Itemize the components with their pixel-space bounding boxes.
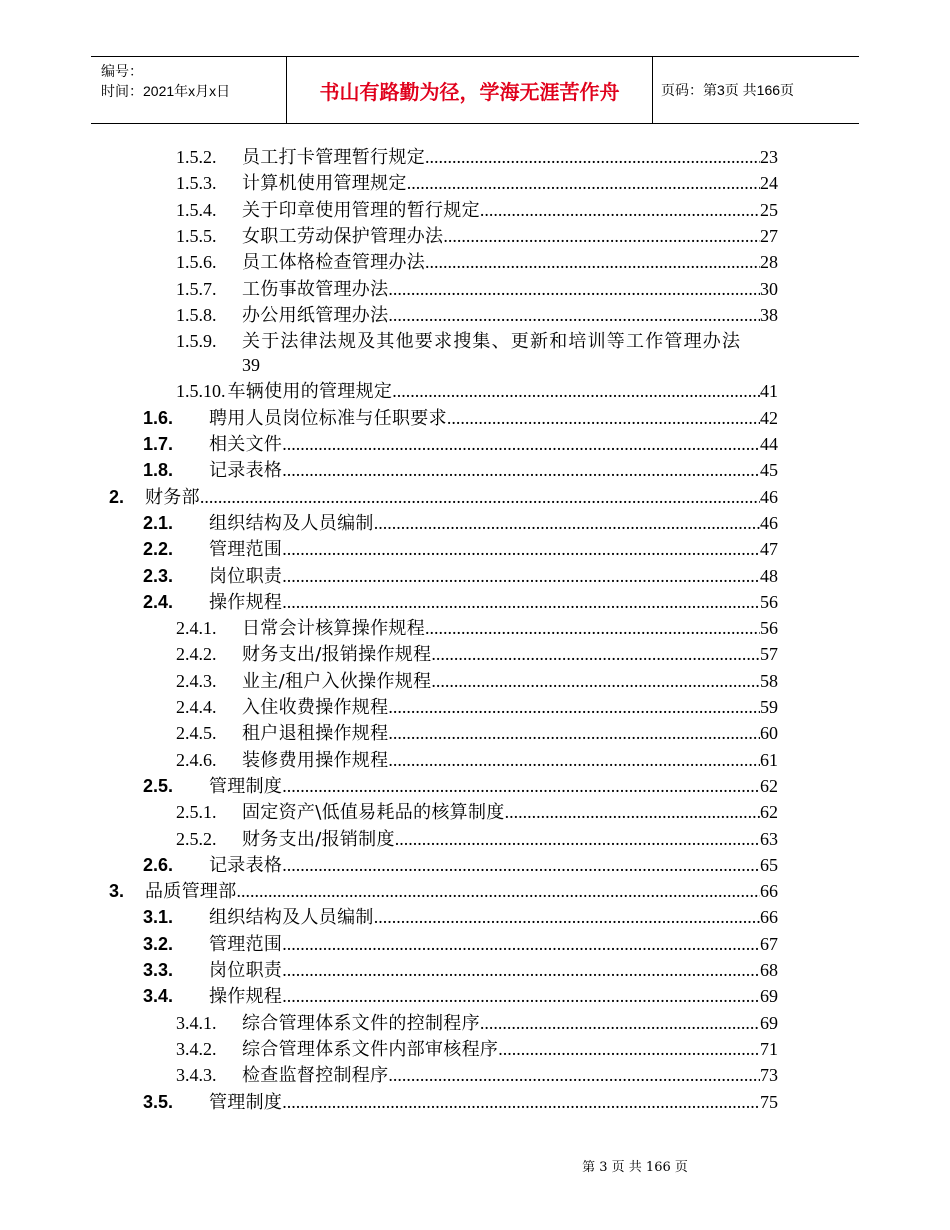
toc-entry-page: 30 xyxy=(760,278,778,299)
toc-entry[interactable] xyxy=(143,510,778,536)
toc-entry-page: 38 xyxy=(760,304,778,325)
toc-entry[interactable] xyxy=(143,931,778,957)
toc-entry-title: 业主/租户入伙操作规程 xyxy=(242,670,432,692)
toc-entry-number: 3.4.2. xyxy=(176,1038,217,1059)
toc-entry-number: 2.4. xyxy=(143,591,174,612)
toc-entry-title: 财务支出/报销制度 xyxy=(242,828,395,850)
toc-entry-title: 入住收费操作规程 xyxy=(242,697,389,718)
toc-entry-title: 综合管理体系文件的控制程序 xyxy=(242,1012,480,1034)
toc-entry[interactable] xyxy=(176,197,778,223)
toc-entry-title: 女职工劳动保护管理办法 xyxy=(242,225,444,247)
toc-entry-number: 2.4.5. xyxy=(176,723,217,744)
toc-entry[interactable] xyxy=(176,328,778,354)
toc-leader-dots xyxy=(282,457,760,483)
header-time-label: 时间：2021年x月x日 xyxy=(101,83,231,99)
toc-entry[interactable] xyxy=(176,249,778,275)
toc-entry[interactable] xyxy=(176,694,778,720)
toc-entry-page: 66 xyxy=(760,881,778,902)
toc-entry-page: 41 xyxy=(760,381,778,402)
toc-leader-dots xyxy=(388,276,760,302)
toc-leader-dots xyxy=(282,1089,760,1115)
toc-entry[interactable] xyxy=(176,720,778,746)
toc-entry-number: 3.4. xyxy=(143,986,174,1007)
toc-entry-page: 42 xyxy=(760,407,778,428)
toc-leader-dots xyxy=(374,904,760,930)
toc-entry-title: 岗位职责 xyxy=(209,960,283,981)
toc-leader-dots xyxy=(388,720,760,746)
toc-entry-page: 47 xyxy=(760,539,778,560)
toc-entry-title: 日常会计核算操作规程 xyxy=(242,618,425,640)
toc-leader-dots xyxy=(392,378,760,404)
toc-entry[interactable] xyxy=(143,405,778,431)
toc-entry-title: 组织结构及人员编制 xyxy=(209,907,374,929)
toc-entry-page: 25 xyxy=(760,199,778,220)
header-page-info: 页码：第3页 共166页 xyxy=(661,82,795,98)
toc-entry-number: 2. xyxy=(109,486,125,507)
toc-entry[interactable] xyxy=(176,1062,778,1088)
toc-entry-page: 57 xyxy=(760,644,778,665)
toc-entry-title: 关于印章使用管理的暂行规定 xyxy=(242,199,480,221)
toc-entry[interactable] xyxy=(176,1010,778,1036)
toc-entry-title: 关于法律法规及其他要求搜集、更新和培训等工作管理办法 xyxy=(242,331,742,353)
toc-entry-number: 2.1. xyxy=(143,512,174,533)
toc-entry[interactable] xyxy=(143,1089,778,1115)
toc-leader-dots xyxy=(443,223,760,249)
toc-entry-number: 2.3. xyxy=(143,565,174,586)
toc-entry-page: 24 xyxy=(760,173,778,194)
toc-entry[interactable] xyxy=(176,170,778,196)
toc-leader-dots xyxy=(431,641,760,667)
toc-entry-page: 66 xyxy=(760,907,778,928)
toc-entry-number: 2.6. xyxy=(143,854,174,875)
toc-entry[interactable] xyxy=(176,144,778,170)
toc-entry-page: 56 xyxy=(760,591,778,612)
toc-entry-page: 58 xyxy=(760,670,778,691)
toc-entry[interactable] xyxy=(143,536,778,562)
toc-entry[interactable] xyxy=(176,799,778,825)
toc-leader-dots xyxy=(282,773,760,799)
toc-entry[interactable] xyxy=(176,223,778,249)
toc-entry-page: 28 xyxy=(760,252,778,273)
toc-entry-page: 23 xyxy=(760,147,778,167)
toc-entry-title: 管理范围 xyxy=(209,539,283,561)
toc-entry-title: 组织结构及人员编制 xyxy=(209,512,374,534)
toc-leader-dots xyxy=(395,826,760,852)
header-motto: 书山有路勤为径，学海无涯苦作舟 xyxy=(286,57,653,123)
toc-entry[interactable] xyxy=(176,276,778,302)
toc-leader-dots xyxy=(480,197,760,223)
toc-entry-number: 1.5.8. xyxy=(176,304,217,325)
toc-entry-number: 1.5.2. xyxy=(176,147,217,167)
toc-entry[interactable] xyxy=(176,615,778,641)
toc-entry-title: 装修费用操作规程 xyxy=(242,749,389,771)
toc-entry-number: 2.4.4. xyxy=(176,697,217,717)
toc-entry-page: 62 xyxy=(760,802,778,823)
toc-entry[interactable] xyxy=(143,589,778,615)
toc-entry-title: 员工体格检查管理办法 xyxy=(242,252,425,274)
toc-entry-title: 工伤事故管理办法 xyxy=(242,278,389,300)
toc-entry-number: 3.1. xyxy=(143,907,174,928)
toc-entry-title: 聘用人员岗位标准与任职要求 xyxy=(209,407,447,429)
toc-leader-dots xyxy=(282,431,760,457)
toc-entry-number: 2.5. xyxy=(143,775,174,796)
header-meta xyxy=(91,57,286,123)
page-header xyxy=(91,56,859,124)
toc-entry[interactable] xyxy=(176,747,778,773)
toc-entry-number: 2.4.3. xyxy=(176,670,217,691)
toc-leader-dots xyxy=(388,302,760,328)
toc-leader-dots xyxy=(431,668,760,694)
toc-entry-number: 2.4.2. xyxy=(176,644,217,665)
toc-leader-dots xyxy=(480,1010,760,1036)
toc-entry-title: 计算机使用管理规定 xyxy=(242,173,407,195)
toc-entry-number: 1.5.5. xyxy=(176,225,217,246)
toc-entry[interactable] xyxy=(109,484,778,510)
toc-entry-title: 租户退租操作规程 xyxy=(242,723,389,745)
toc-entry-number: 2.5.2. xyxy=(176,828,217,849)
toc-leader-dots xyxy=(374,510,760,536)
toc-entry-page: 56 xyxy=(760,618,778,639)
toc-entry-page: 69 xyxy=(760,1012,778,1033)
toc-entry[interactable] xyxy=(176,1036,778,1062)
toc-entry-number: 2.4.6. xyxy=(176,749,217,770)
toc-entry-title: 财务支出/报销操作规程 xyxy=(242,644,432,666)
toc-entry-page: 44 xyxy=(760,434,778,454)
toc-entry[interactable] xyxy=(176,378,778,404)
toc-leader-dots xyxy=(498,1036,760,1062)
toc-leader-dots xyxy=(388,1062,760,1088)
toc-entry-title: 员工打卡管理暂行规定 xyxy=(242,147,425,168)
toc-entry-page: 67 xyxy=(760,933,778,954)
toc-entry-page: 45 xyxy=(760,460,778,481)
toc-entry-title: 操作规程 xyxy=(209,986,283,1008)
toc-entry[interactable] xyxy=(143,563,778,589)
toc-entry-number: 1.5.10. xyxy=(176,381,226,402)
toc-entry-title: 品质管理部 xyxy=(145,881,237,903)
toc-entry-title: 管理制度 xyxy=(209,775,283,797)
toc-entry[interactable] xyxy=(176,826,778,852)
page-footer: 第 3 页 共 166 页 xyxy=(582,1160,688,1175)
toc-entry-number: 1.5.7. xyxy=(176,278,217,299)
toc-entry-number: 1.5.3. xyxy=(176,173,217,194)
toc-entry-page: 62 xyxy=(760,775,778,796)
toc-leader-dots xyxy=(505,799,760,825)
toc-entry-title: 检查监督控制程序 xyxy=(242,1065,389,1087)
toc-leader-dots xyxy=(388,747,760,773)
toc-entry-page: 48 xyxy=(760,565,778,586)
toc-entry-page: 73 xyxy=(760,1065,778,1086)
toc-entry-page: 65 xyxy=(760,854,778,875)
toc-entry-title: 财务部 xyxy=(145,486,200,508)
header-number-label: 编号： xyxy=(101,63,143,79)
toc-entry-number: 2.2. xyxy=(143,539,174,560)
toc-entry-title: 岗位职责 xyxy=(209,565,283,587)
toc-leader-dots xyxy=(407,170,760,196)
toc-entry-page: 39 xyxy=(242,355,260,376)
toc-entry[interactable] xyxy=(143,957,778,983)
toc-entry[interactable] xyxy=(143,457,778,483)
toc-entry[interactable] xyxy=(143,431,778,457)
toc-leader-dots xyxy=(388,694,760,720)
toc-entry[interactable] xyxy=(143,904,778,930)
toc-entry-page: 68 xyxy=(760,960,778,980)
toc-entry-page: 63 xyxy=(760,828,778,849)
toc-leader-dots xyxy=(200,484,760,510)
toc-leader-dots xyxy=(237,878,761,904)
toc-entry-number: 3.4.3. xyxy=(176,1065,217,1086)
toc-entry-page: 60 xyxy=(760,723,778,744)
toc-entry[interactable] xyxy=(143,852,778,878)
toc-entry-number: 2.5.1. xyxy=(176,802,217,823)
toc-leader-dots xyxy=(425,144,760,170)
toc-leader-dots xyxy=(282,536,760,562)
toc-entry-page: 69 xyxy=(760,986,778,1007)
toc-entry-number: 2.4.1. xyxy=(176,618,217,639)
toc-leader-dots xyxy=(282,931,760,957)
toc-entry-number: 3.4.1. xyxy=(176,1012,217,1033)
toc-entry-page: 27 xyxy=(760,225,778,246)
toc-entry-title: 记录表格 xyxy=(209,854,283,876)
toc-entry-number: 1.5.4. xyxy=(176,199,217,220)
toc-entry[interactable] xyxy=(143,983,778,1009)
toc-leader-dots xyxy=(447,405,760,431)
toc-entry-title: 管理制度 xyxy=(209,1091,283,1113)
toc-entry-number: 1.8. xyxy=(143,460,174,481)
toc-entry[interactable] xyxy=(176,641,778,667)
toc-entry-title: 相关文件 xyxy=(209,434,283,455)
toc-entry-title: 管理范围 xyxy=(209,933,283,955)
toc-entry-title: 车辆使用的管理规定 xyxy=(227,381,393,403)
toc-entry-page: 46 xyxy=(760,486,778,507)
toc-leader-dots xyxy=(282,589,760,615)
toc-entry-number: 3. xyxy=(109,881,125,902)
toc-entry-page: 71 xyxy=(760,1038,778,1059)
toc-entry[interactable] xyxy=(143,773,778,799)
toc-entry-number: 1.5.6. xyxy=(176,252,217,273)
toc-entry-title: 操作规程 xyxy=(209,591,283,613)
toc-entry-number: 3.2. xyxy=(143,933,174,954)
toc-entry[interactable] xyxy=(176,668,778,694)
toc-entry-number: 3.5. xyxy=(143,1091,174,1112)
toc-entry-title: 记录表格 xyxy=(209,460,283,482)
toc-entry[interactable] xyxy=(109,878,778,904)
toc-leader-dots xyxy=(425,249,760,275)
toc-entry-number: 1.6. xyxy=(143,407,174,428)
toc-leader-dots xyxy=(282,852,760,878)
toc-entry-page: 46 xyxy=(760,512,778,533)
toc-leader-dots xyxy=(282,957,760,983)
toc-entry-page: 61 xyxy=(760,749,778,770)
toc-entry-page: 59 xyxy=(760,697,778,717)
toc-entry-title: 办公用纸管理办法 xyxy=(242,304,389,326)
toc-leader-dots xyxy=(282,563,760,589)
toc-entry-title: 综合管理体系文件内部审核程序 xyxy=(242,1038,499,1060)
toc-leader-dots xyxy=(282,983,760,1009)
toc-leader-dots xyxy=(425,615,760,641)
toc-entry-number: 1.7. xyxy=(143,434,174,454)
toc-entry-number: 1.5.9. xyxy=(176,331,217,352)
toc-entry-page: 75 xyxy=(760,1091,778,1112)
toc-entry[interactable] xyxy=(176,302,778,328)
toc-entry-title: 固定资产\低值易耗品的核算制度 xyxy=(242,802,505,824)
toc-entry-number: 3.3. xyxy=(143,960,174,980)
